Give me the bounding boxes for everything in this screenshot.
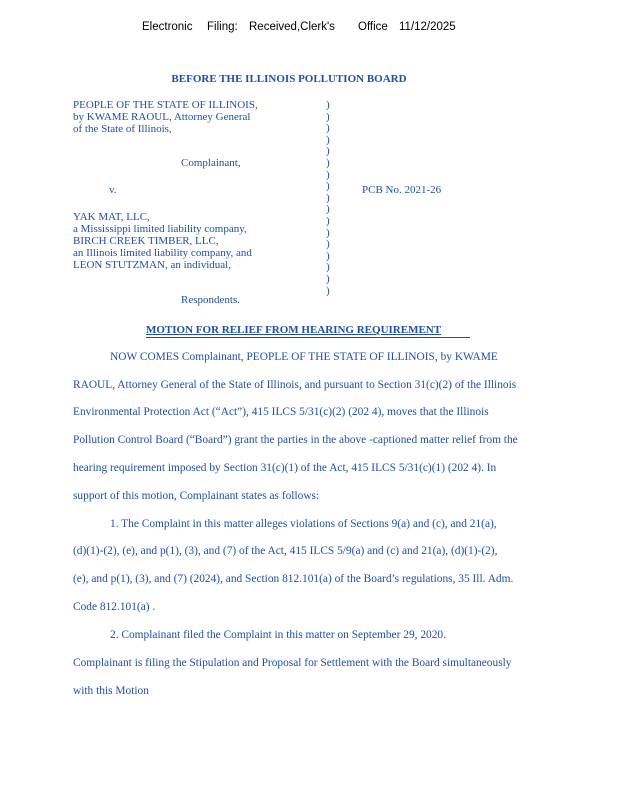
motion-title-underline	[146, 337, 470, 338]
complainant-label: Complainant,	[181, 157, 241, 169]
body-line-13: with this Motion	[73, 685, 149, 697]
defendant-line-4: an Illinois limited liability company, and	[73, 247, 252, 259]
body-line-10: Code 812.101(a) .	[73, 601, 156, 613]
versus-label: v.	[109, 184, 117, 196]
filing-header-office: Office	[358, 21, 388, 33]
case-number: PCB No. 2021-26	[362, 184, 442, 196]
body-line-3: Environmental Protection Act (“Act”), 415 ILCS 5/31(c)(2) (202 4), moves that the Illinois	[73, 406, 489, 418]
court-title: BEFORE THE ILLINOIS POLLUTION BOARD	[171, 73, 407, 85]
defendant-line-1: YAK MAT, LLC,	[73, 211, 150, 223]
defendant-line-2: a Mississippi limited liability company,	[73, 223, 247, 235]
motion-title: MOTION FOR RELIEF FROM HEARING REQUIREMENT	[146, 324, 442, 336]
filing-header-date: 11/12/2025	[399, 21, 456, 33]
body-line-11: 2. Complainant filed the Complaint in this matter on September 29, 2020.	[110, 629, 446, 641]
filing-header-received: Received,Clerk's	[249, 21, 335, 33]
body-line-2: RAOUL, Attorney General of the State of Illinois, and pursuant to Section 31(c)(2) of the Illinois	[73, 379, 517, 391]
plaintiff-line-2: by KWAME RAOUL, Attorney General	[73, 111, 251, 123]
body-line-6: support of this motion, Complainant states as follows:	[73, 490, 320, 502]
defendant-line-3: BIRCH CREEK TIMBER, LLC,	[73, 235, 219, 247]
filing-header-electronic: Electronic	[142, 21, 193, 33]
plaintiff-line-1: PEOPLE OF THE STATE OF ILLINOIS,	[73, 99, 258, 111]
caption-parentheses: ) ) ) ) ) ) ) ) ) ) ) ) ) ) ) ) )	[326, 99, 330, 297]
body-line-12: Complainant is filing the Stipulation and Proposal for Settlement with the Board simultaneously	[73, 657, 512, 669]
body-line-8: (d)(1)-(2), (e), and p(1), (3), and (7) of the Act, 415 ILCS 5/9(a) and (c) and 21(a), (d)(1)-(2),	[73, 545, 498, 557]
body-line-9: (e), and p(1), (3), and (7) (2024), and Section 812.101(a) of the Board’s regulations, 35 Ill. Adm.	[73, 573, 514, 585]
body-line-5: hearing requirement imposed by Section 31(c)(1) of the Act, 415 ILCS 5/31(c)(1) (202 4). In	[73, 462, 497, 474]
plaintiff-line-3: of the State of Illinois,	[73, 123, 172, 135]
respondents-label: Respondents.	[181, 294, 240, 306]
body-line-4: Pollution Control Board (“Board”) grant the parties in the above -captioned matter relief from the	[73, 434, 518, 446]
body-line-7: 1. The Complaint in this matter alleges violations of Sections 9(a) and (c), and 21(a),	[110, 518, 497, 530]
defendant-line-5: LEON STUTZMAN, an individual,	[73, 259, 231, 271]
body-line-1: NOW COMES Complainant, PEOPLE OF THE STATE OF ILLINOIS, by KWAME	[110, 351, 498, 363]
filing-header-filing: Filing:	[207, 21, 238, 33]
